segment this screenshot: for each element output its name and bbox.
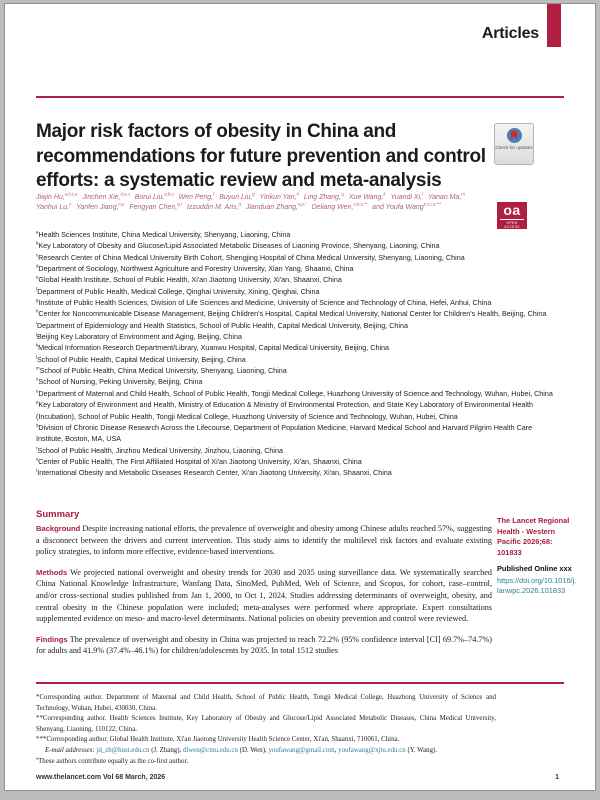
author-affil-superscript: f xyxy=(213,191,215,197)
paragraph-lead-label: Methods xyxy=(36,567,68,577)
author-name: Jianduan Zhang,$^{o,p,*}$ xyxy=(245,201,307,211)
summary-paragraphs xyxy=(36,523,492,657)
journal-citation: The Lancet Regional Health - Western Pacific 2026;68: 101833 xyxy=(497,516,570,557)
author-list xyxy=(36,193,488,213)
page-number: 1 xyxy=(555,774,559,781)
author-affil-superscript: a,b,u,** xyxy=(353,201,368,207)
author-name: Yinkun Yan,$^h$ xyxy=(259,191,299,201)
affiliation-superscript: b xyxy=(36,240,39,246)
author-name: Yanfen Jiang,$^{o,p}$ xyxy=(76,201,125,211)
affiliation-superscript: r xyxy=(36,445,38,451)
affiliation-superscript: c xyxy=(36,252,39,258)
affiliation-superscript: p xyxy=(36,399,39,405)
author-name: Yanan Ma,$^m$ xyxy=(428,191,465,201)
page-title: Major risk factors of obesity in China and recommendations for future prevention and control efforts: a systematic review and meta-analysis xyxy=(36,121,486,192)
equal-contribution-note: $^u$These authors contribute equally as the co-first author. xyxy=(36,755,189,765)
email-owner-2: (D. Wen), xyxy=(237,746,269,754)
author-affil-superscript: d,e,u xyxy=(120,191,130,197)
journal-footer: www.thelancet.com Vol 68 March, 2026 xyxy=(36,774,166,781)
affiliation-item: $^i$Department of Epidemiology and Health Statistics, School of Public Health, Capital Medical University, Beijing, China xyxy=(36,320,408,330)
affiliation-item: $^j$Beijing Key Laboratory of Environment and Aging, Beijing, China xyxy=(36,331,242,342)
email-label: E-mail addresses: xyxy=(45,746,97,754)
affiliation-item: $^c$Research Center of China Medical University Birth Cohort, Shengjing Hospital of China Medical University, Shenyang, Liaoning, China xyxy=(36,252,465,262)
affiliation-item: $^e$Global Health Institute, School of Public Health, Xi'an Jiaotong University, Xi'an, Shaanxi, China xyxy=(36,274,342,285)
email-owner-4: (Y. Wang). xyxy=(405,746,438,754)
author-name: Yuandi Xi,$^l$ xyxy=(390,191,424,201)
email-link-1[interactable]: jd_zh@hust.edu.cn xyxy=(96,746,150,754)
affiliation-superscript: o xyxy=(36,388,39,394)
affiliation-item: $^r$School of Public Health, Jinzhou Medical University, Jinzhou, Liaoning, China xyxy=(36,445,284,455)
affiliation-superscript: n xyxy=(36,377,39,383)
open-access-sub-label: OPEN ACCESS xyxy=(500,219,524,229)
affiliation-superscript: q xyxy=(36,422,39,428)
author-name: Wen Peng,$^f$ xyxy=(178,191,215,201)
published-online-label: Published Online xxx xyxy=(497,564,572,573)
affiliation-superscript: t xyxy=(36,467,38,473)
author-affil-superscript: m xyxy=(461,191,465,197)
check-for-updates-badge[interactable] xyxy=(494,123,534,165)
affiliation-superscript: k xyxy=(36,343,39,349)
footnote-block xyxy=(36,693,496,767)
summary-paragraph: Methods We projected national overweight and obesity trends for 2030 and 2035 using surveillance data. We systematically searched China National Knowledge Infrastructure, Wanfang Data, SinoMed, PubMed, Web of Science, and Scopus, for cohort, case–control, and/or cross-sectional studies published from Jan 1, 2000, to Oct 1, 2024. Studies addressing determinants of overweight, obesity, and central obesity in the Chinese population were included; meta-analyses were performed where appropriate. Expert consultations supplemented evidence on meso- and macro-level determinants. National policies on obesity prevention and control were reviewed. xyxy=(36,567,493,624)
affiliation-item: $^t$International Obesity and Metabolic Diseases Research Center, Xi'an Jiaotong University, Xi'an, Shaanxi, China xyxy=(36,467,392,478)
affiliation-superscript: a xyxy=(36,229,39,235)
author-affil-superscript: h xyxy=(296,191,299,197)
affiliation-item: $^m$School of Public Health, China Medical University, Shenyang, Liaoning, China xyxy=(36,365,287,376)
author-affil-superscript: q xyxy=(238,201,241,207)
author-name: Buyun Liu,$^g$ xyxy=(219,191,255,201)
affiliation-item: $^q$Division of Chronic Disease Research Across the Lifecourse, Department of Population Medicine, Harvard Medical School and Harvard Pilgrim Health Care Institute, Boston, MA, USA xyxy=(36,422,533,444)
email-link-3[interactable]: youfawang@gmail.com xyxy=(268,746,335,754)
author-name: Jinchen Xie,$^{d,e,u}$ xyxy=(82,191,130,201)
author-name: Fengyan Chen,$^{q,r}$ xyxy=(129,201,183,211)
corresponding-author-1: *Corresponding author. Department of Maternal and Child Health, School of Public Health, Tongji Medical College, Huazhong University of Science and Technology, Wuhan, Hubei, 430030, China. xyxy=(36,694,496,712)
affiliation-superscript: g xyxy=(36,297,39,303)
affiliation-superscript: l xyxy=(36,354,37,360)
author-name: Borui Liu,$^{a,b,u}$ xyxy=(134,191,174,201)
author-name: Deliang Wen,$^{a,b,u,**}$ xyxy=(311,201,368,211)
corresponding-author-2: **Corresponding author. Health Sciences Institute, Key Laboratory of Obesity and Glucose/Lipid Associated Metabolic Diseases, China Medical University, Shenyang, Liaoning, 110122, China. xyxy=(36,715,496,733)
open-access-oa-label: oa xyxy=(503,202,521,218)
corresponding-author-3: ***Corresponding author. Global Health Institute, Xi'an Jiaotong University Health Science Center, Xi'an, Shaanxi, 710061, China. xyxy=(36,736,400,744)
affiliation-superscript: h xyxy=(36,309,39,315)
summary-paragraph: Background Despite increasing national efforts, the prevalence of overweight and obesity among Chinese adults reached 57%, suggesting a disconnect between the drivers and current intervention. This study aims to identify the multilevel risk factors and evaluate existing policy strategies, to inform more effective, evidence-based interventions. xyxy=(36,524,493,557)
summary-heading: Summary xyxy=(36,509,80,520)
paragraph-lead-label: Findings xyxy=(36,634,68,644)
author-affil-superscript: q,r xyxy=(177,201,183,207)
doi-link[interactable]: https://doi.org/10.1016/j.lanwpc.2026.101833 xyxy=(497,575,577,595)
affiliation-superscript: s xyxy=(36,456,39,462)
email-link-2[interactable]: dlwen@cmu.edu.cn xyxy=(182,746,238,754)
header-rule xyxy=(36,96,564,98)
affiliation-item: $^a$Health Sciences Institute, China Medical University, Shenyang, Liaoning, China xyxy=(36,229,291,239)
affiliation-item: $^h$Center for Noncommunicable Disease Management, Beijing Children's Hospital, Capital Medical University, National Center for Children's Health, Beijing, China xyxy=(36,309,547,319)
affiliation-item: $^p$Key Laboratory of Environment and Health, Ministry of Education & Ministry of Environmental Protection, and State Key Laboratory of Environmental Health (Incubation), School of Public Health, Tongji Medical College, Huazhong University of Science and Technology, Wuhan, Hubei, China xyxy=(36,399,533,421)
affiliation-list xyxy=(36,229,560,479)
check-for-updates-label: Check for updates xyxy=(495,145,533,150)
affiliation-item: $^b$Key Laboratory of Obesity and Glucose/Lipid Associated Metabolic Diseases of Liaoning Province, Shenyang, Liaoning, China xyxy=(36,240,440,251)
author-affil-superscript: o,p,* xyxy=(297,201,307,207)
author-affil-superscript: e,s,t,u,*** xyxy=(423,201,442,207)
author-affil-superscript: l xyxy=(422,191,424,197)
corner-accent-bar xyxy=(547,4,561,47)
summary-section xyxy=(36,509,492,666)
author-affil-superscript: n xyxy=(68,201,72,207)
author-name: Xue Wang,$^k$ xyxy=(348,191,386,201)
affiliation-item: $^f$Department of Public Health, Medical College, Qinghai University, Xining, Qinghai, China xyxy=(36,286,320,296)
affiliation-item: $^o$Department of Maternal and Child Health, School of Public Health, Tongji Medical College, Huazhong University of Science and Technology, Wuhan, Hubei, China xyxy=(36,388,553,398)
paragraph-lead-label: Background xyxy=(36,524,81,533)
author-affil-superscript: k xyxy=(383,191,386,197)
affiliation-superscript: d xyxy=(36,263,39,269)
author-name: Izzuddin M. Aris,$^q$ xyxy=(187,201,241,211)
author-affil-superscript: o,p xyxy=(118,201,125,207)
author-affil-superscript: g xyxy=(252,191,255,197)
author-name: Yanhui Lu,$^n$ xyxy=(36,201,72,211)
email-link-4[interactable]: youfawang@xjtu.edu.cn xyxy=(338,746,406,754)
article-page xyxy=(4,3,596,791)
author-affil-superscript: a,b,c,u xyxy=(64,191,78,197)
journal-info-sidebar xyxy=(497,516,577,597)
affiliation-item: $^d$Department of Sociology, Northwest Agriculture and Forestry University, Xian Yang, Shaanxi, China xyxy=(36,263,354,274)
affiliation-superscript: j xyxy=(36,331,37,337)
equal-contribution-superscript: u xyxy=(36,755,39,761)
affiliation-item: $^n$School of Nursing, Peking University, Beijing, China xyxy=(36,377,203,387)
crossmark-icon xyxy=(507,128,522,143)
affiliation-superscript: f xyxy=(36,286,38,292)
email-owner-1: (J. Zhang), xyxy=(149,746,183,754)
affiliation-superscript: i xyxy=(36,320,37,326)
open-access-badge[interactable] xyxy=(497,202,527,229)
footnote-rule xyxy=(36,682,564,684)
affiliation-item: $^k$Medical Information Research Department/Library, Xuanwu Hospital, Capital Medical University, Beijing, China xyxy=(36,343,390,353)
author-affil-superscript: a,b,u xyxy=(164,191,174,197)
author-affil-superscript: i,j xyxy=(340,191,344,197)
affiliation-item: $^s$Center of Public Health, The First Affiliated Hospital of Xi'an Jiaotong University, Xi'an, Shaanxi, China xyxy=(36,456,362,466)
summary-paragraph: Findings The prevalence of overweight and obesity in China was projected to reach 72.2% (95% confidence interval [CI] 69.7%–74.7%) for adults and 41.9% (37.4%–46.1%) for children/adolescents by 2035. In total 1512 studies xyxy=(36,634,492,656)
section-label: Articles xyxy=(481,25,539,42)
author-name: Ling Zhang,$^{i,j}$ xyxy=(303,191,344,201)
author-name: Jiajin Hu,$^{a,b,c,u}$ xyxy=(36,191,78,201)
email-addresses-line xyxy=(36,746,496,757)
email-separator: , xyxy=(334,746,339,754)
affiliation-item: $^g$Institute of Public Health Sciences, Division of Life Sciences and Medicine, University of Science and Technology of China, Hefei, Anhui, China xyxy=(36,297,492,308)
affiliation-superscript: e xyxy=(36,274,39,280)
affiliation-item: $^l$School of Public Health, Capital Medical University, Beijing, China xyxy=(36,354,246,364)
affiliation-superscript: m xyxy=(36,365,40,371)
author-name: and Youfa Wang$^{e,s,t,u,***}$ xyxy=(372,201,442,211)
